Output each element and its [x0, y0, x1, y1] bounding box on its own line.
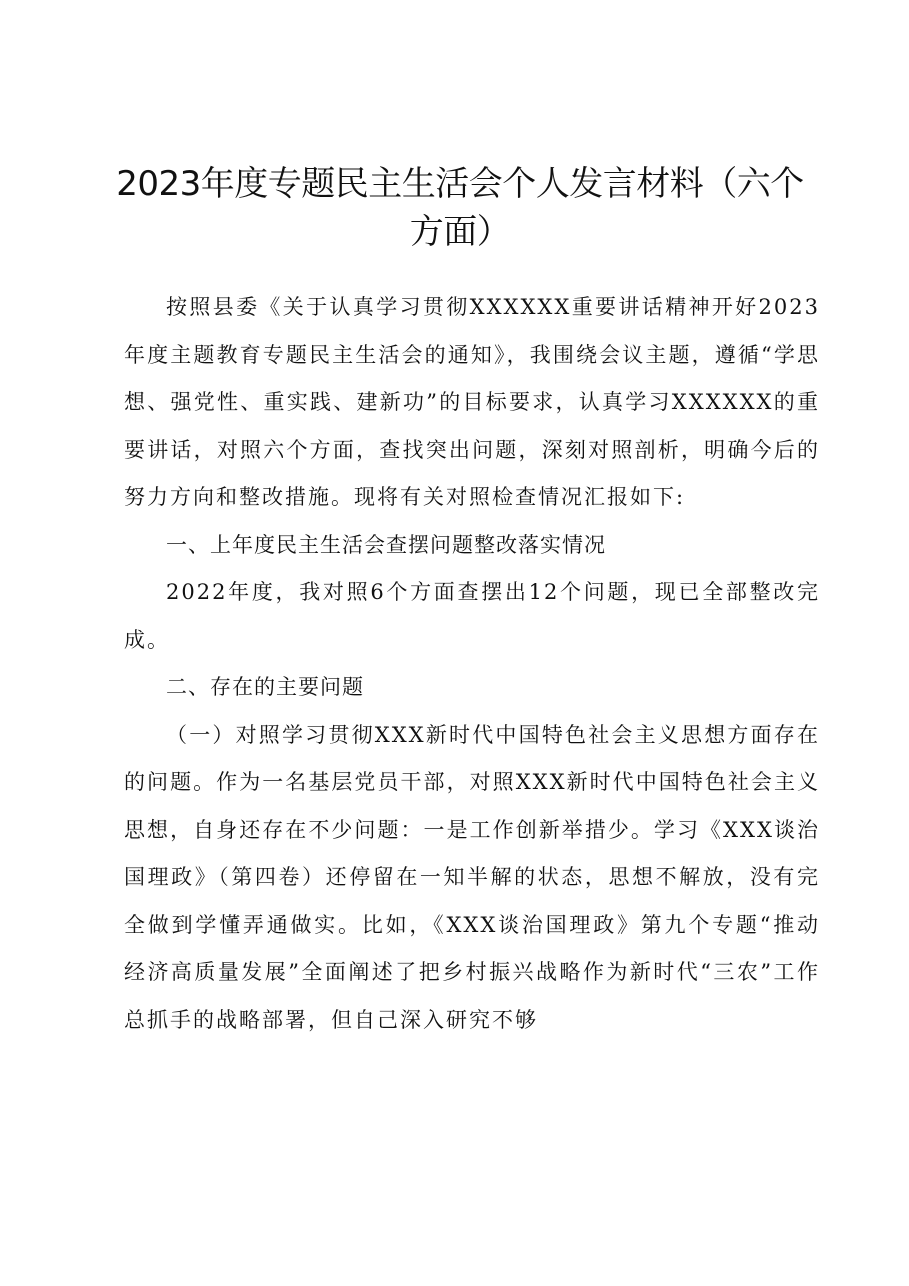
- section-2-heading: 二、存在的主要问题: [166, 675, 364, 699]
- document-title: 2023年度专题民主生活会个人发言材料（六个方面）: [116, 164, 804, 252]
- document-body: [124, 284, 820, 1044]
- section-1-heading: 一、上年度民主生活会查摆问题整改落实情况: [166, 532, 606, 557]
- section-2-paragraph: （一）对照学习贯彻XXX新时代中国特色社会主义思想方面存在的问题。作为一名基层党员干部，对照XXX新时代中国特色社会主义思想，自身还存在不少问题：一是工作创新举措少。学习《XXX谈治国理政》（第四卷）还停留在一知半解的状态，思想不解放，没有完全做到学懂弄通做实。比如，《XXX谈治国理政》第九个专题“推动经济高质量发展”全面阐述了把乡村振兴战略作为新时代“三农”工作总抓手的战略部署，但自己深入研究不够: [124, 722, 820, 1032]
- section-1-paragraph: 2022年度，我对照6个方面查摆出12个问题，现已全部整改完成。: [124, 580, 820, 652]
- intro-paragraph: 按照县委《关于认真学习贯彻XXXXXX重要讲话精神开好2023年度主题教育专题民主生活会的通知》，我围绕会议主题，遵循“学思想、强党性、重实践、建新功”的目标要求，认真学习XXXXXX的重要讲话，对照六个方面，查找突出问题，深刻对照剖析，明确今后的努力方向和整改措施。现将有关对照检查情况汇报如下:: [124, 295, 820, 509]
